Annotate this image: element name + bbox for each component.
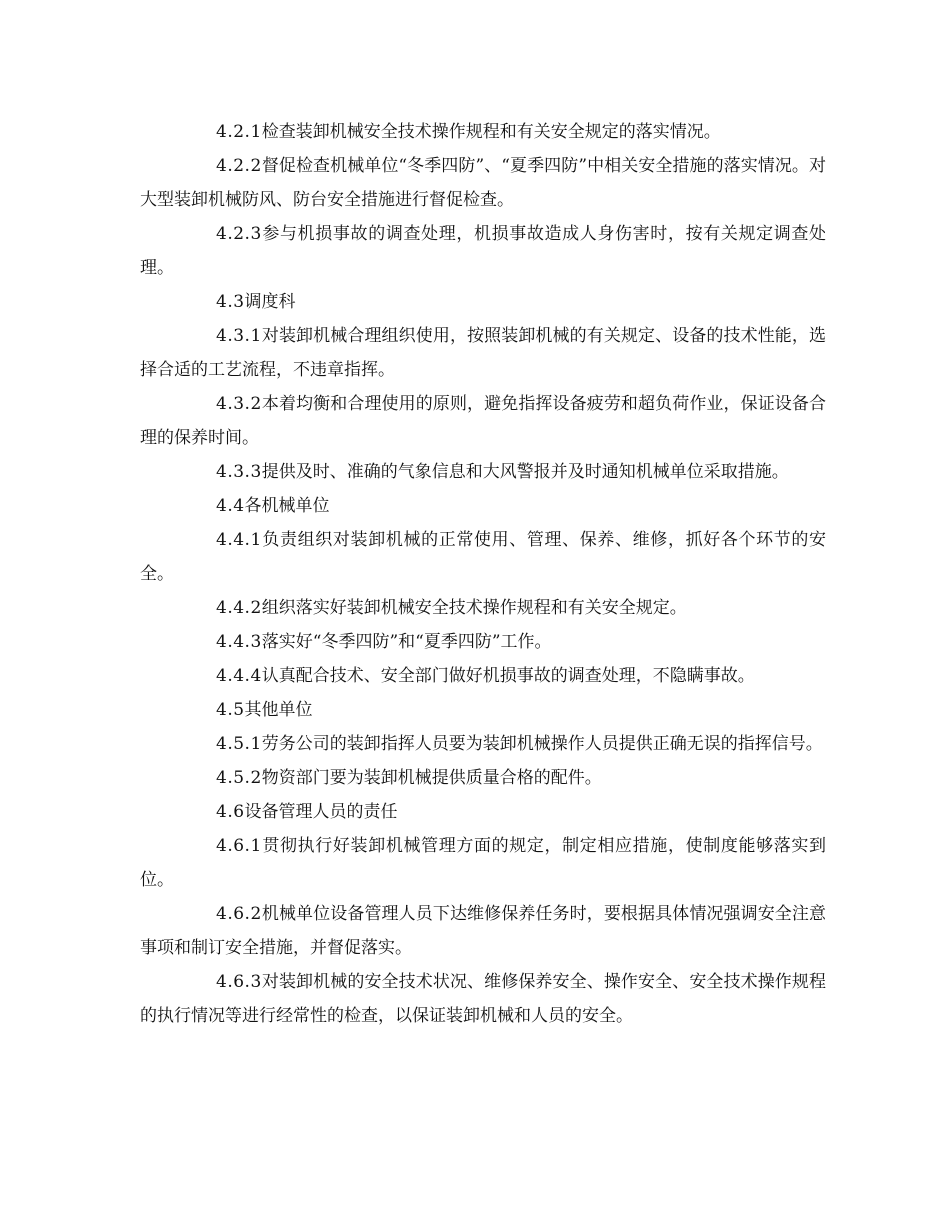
section-heading-4-4: [140, 489, 826, 523]
clause-text: 对装卸机械合理组织使用，按照装卸机械的有关规定、设备的技术性能，选择合适的工艺流程，不违章指挥。: [140, 326, 826, 380]
clause-number: 4.5.1: [216, 734, 262, 754]
clause-number: 4.3.3: [216, 462, 262, 482]
clause-text: 参与机损事故的调查处理，机损事故造成人身伤害时，按有关规定调查处理。: [140, 224, 826, 278]
clause-text: 机械单位设备管理人员下达维修保养任务时，要根据具体情况强调安全注意事项和制订安全措施，并督促落实。: [140, 904, 826, 958]
paragraph-4-4-1: [140, 523, 826, 591]
paragraph-4-4-4: [140, 659, 826, 693]
section-title: 其他单位: [244, 700, 313, 720]
section-title: 各机械单位: [244, 496, 330, 516]
section-heading-4-3: [140, 285, 826, 319]
section-heading-4-6: [140, 795, 826, 829]
paragraph-4-5-1: [140, 727, 826, 761]
clause-number: 4.3.1: [216, 326, 262, 346]
paragraph-4-5-2: [140, 761, 826, 795]
clause-number: 4.6.3: [216, 972, 262, 992]
clause-text: 负责组织对装卸机械的正常使用、管理、保养、维修，抓好各个环节的安全。: [140, 530, 826, 584]
paragraph-4-3-1: [140, 319, 826, 387]
paragraph-4-6-3: [140, 965, 826, 1033]
clause-text: 提供及时、准确的气象信息和大风警报并及时通知机械单位采取措施。: [261, 462, 789, 482]
clause-number: 4.4.3: [216, 632, 262, 652]
document-body: [140, 115, 826, 1033]
clause-text: 组织落实好装卸机械安全技术操作规程和有关安全规定。: [261, 598, 687, 618]
clause-text: 认真配合技术、安全部门做好机损事故的调查处理，不隐瞒事故。: [261, 666, 755, 686]
clause-number: 4.4.4: [216, 666, 262, 686]
section-number: 4.4: [216, 496, 245, 516]
paragraph-4-3-2: [140, 387, 826, 455]
clause-number: 4.2.3: [216, 224, 262, 244]
paragraph-4-6-2: [140, 897, 826, 965]
section-number: 4.6: [216, 802, 245, 822]
clause-text: 本着均衡和合理使用的原则，避免指挥设备疲劳和超负荷作业，保证设备合理的保养时间。: [140, 394, 826, 448]
clause-text: 劳务公司的装卸指挥人员要为装卸机械操作人员提供正确无误的指挥信号。: [261, 734, 823, 754]
clause-text: 督促检查机械单位“冬季四防”、“夏季四防”中相关安全措施的落实情况。对大型装卸机械防风、防台安全措施进行督促检查。: [140, 156, 826, 210]
clause-text: 贯彻执行好装卸机械管理方面的规定，制定相应措施，使制度能够落实到位。: [140, 836, 826, 890]
clause-number: 4.4.2: [216, 598, 262, 618]
section-number: 4.3: [216, 292, 245, 312]
section-title: 设备管理人员的责任: [244, 802, 398, 822]
section-number: 4.5: [216, 700, 245, 720]
clause-number: 4.4.1: [216, 530, 262, 550]
paragraph-4-2-3: [140, 217, 826, 285]
paragraph-4-4-3: [140, 625, 826, 659]
clause-number: 4.6.1: [216, 836, 262, 856]
paragraph-4-2-2: [140, 149, 826, 217]
clause-number: 4.2.2: [216, 156, 262, 176]
paragraph-4-4-2: [140, 591, 826, 625]
clause-number: 4.3.2: [216, 394, 262, 414]
paragraph-4-3-3: [140, 455, 826, 489]
section-heading-4-5: [140, 693, 826, 727]
clause-number: 4.2.1: [216, 122, 262, 142]
clause-text: 检查装卸机械安全技术操作规程和有关安全规定的落实情况。: [261, 122, 721, 142]
clause-number: 4.5.2: [216, 768, 262, 788]
clause-text: 落实好“冬季四防”和“夏季四防”工作。: [261, 632, 552, 652]
section-title: 调度科: [244, 292, 296, 312]
clause-text: 物资部门要为装卸机械提供质量合格的配件。: [261, 768, 602, 788]
paragraph-4-6-1: [140, 829, 826, 897]
clause-text: 对装卸机械的安全技术状况、维修保养安全、操作安全、安全技术操作规程的执行情况等进行经常性的检查，以保证装卸机械和人员的安全。: [140, 972, 826, 1026]
paragraph-4-2-1: [140, 115, 826, 149]
clause-number: 4.6.2: [216, 904, 262, 924]
